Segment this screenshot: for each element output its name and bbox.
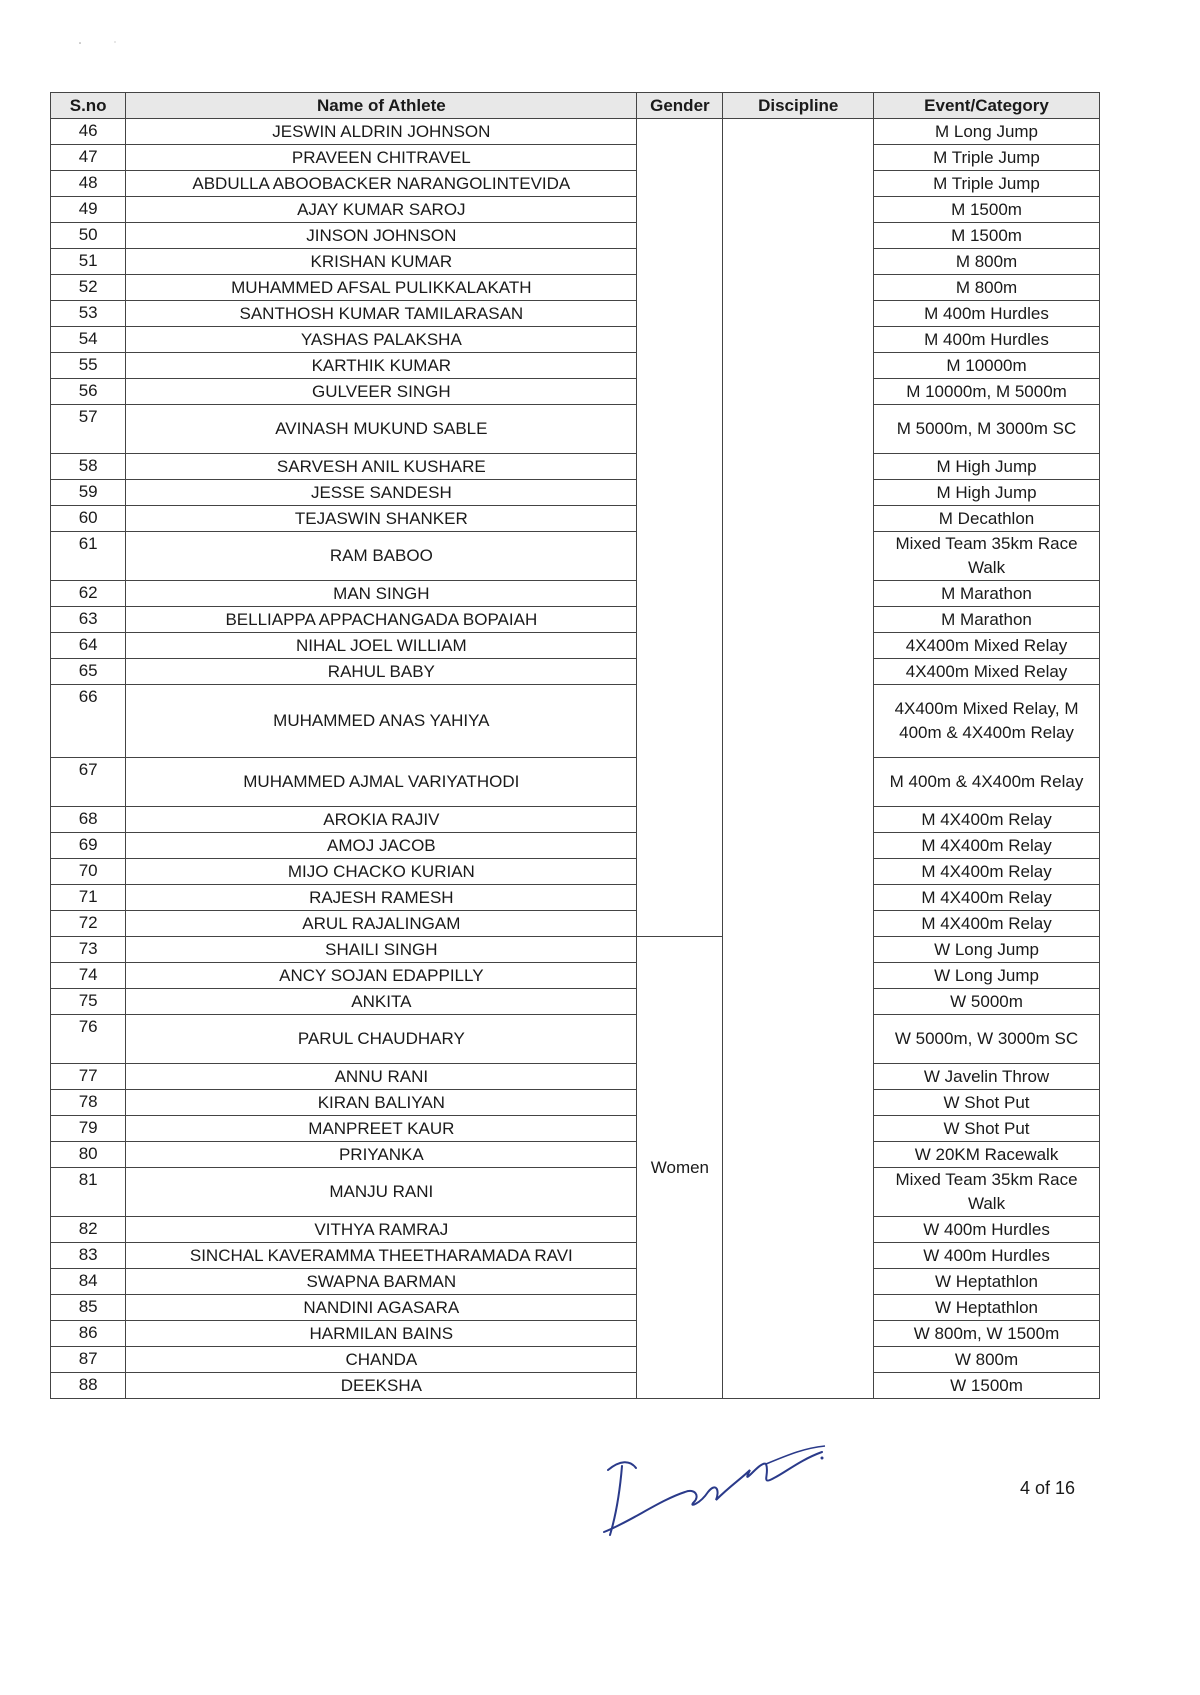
table-row: [51, 327, 1100, 353]
header-sno: S.no: [51, 93, 126, 119]
sno-cell: 83: [51, 1243, 126, 1269]
sno-cell: 52: [51, 275, 126, 301]
athlete-name-cell: KIRAN BALIYAN: [126, 1090, 637, 1116]
table-row: [51, 119, 1100, 145]
event-cell: M 400m Hurdles: [874, 301, 1100, 327]
table-row: [51, 581, 1100, 607]
athlete-name-cell: PRIYANKA: [126, 1142, 637, 1168]
athlete-name-cell: NIHAL JOEL WILLIAM: [126, 633, 637, 659]
event-cell: M Marathon: [874, 581, 1100, 607]
sno-cell: 84: [51, 1269, 126, 1295]
event-cell: M 800m: [874, 249, 1100, 275]
athlete-name-cell: RAJESH RAMESH: [126, 885, 637, 911]
sno-cell: 65: [51, 659, 126, 685]
sno-cell: 66: [51, 685, 126, 758]
sno-cell: 85: [51, 1295, 126, 1321]
header-gender: Gender: [637, 93, 723, 119]
table-row: [51, 1064, 1100, 1090]
sno-cell: 75: [51, 989, 126, 1015]
athlete-name-cell: DEEKSHA: [126, 1373, 637, 1399]
athlete-name-cell: VITHYA RAMRAJ: [126, 1217, 637, 1243]
sno-cell: 59: [51, 480, 126, 506]
table-row: [51, 1217, 1100, 1243]
sno-cell: 67: [51, 758, 126, 807]
event-cell: W Shot Put: [874, 1116, 1100, 1142]
event-cell: Mixed Team 35km Race Walk: [874, 532, 1100, 581]
sno-cell: 87: [51, 1347, 126, 1373]
athlete-name-cell: CHANDA: [126, 1347, 637, 1373]
sno-cell: 77: [51, 1064, 126, 1090]
table-row: [51, 1243, 1100, 1269]
event-cell: W 800m: [874, 1347, 1100, 1373]
event-cell: M 4X400m Relay: [874, 885, 1100, 911]
sno-cell: 73: [51, 937, 126, 963]
sno-cell: 82: [51, 1217, 126, 1243]
event-cell: M 4X400m Relay: [874, 859, 1100, 885]
event-cell: M 400m & 4X400m Relay: [874, 758, 1100, 807]
athlete-name-cell: AMOJ JACOB: [126, 833, 637, 859]
sno-cell: 53: [51, 301, 126, 327]
event-cell: M 4X400m Relay: [874, 911, 1100, 937]
table-row: [51, 171, 1100, 197]
event-cell: M Triple Jump: [874, 171, 1100, 197]
sno-cell: 79: [51, 1116, 126, 1142]
table-row: [51, 1347, 1100, 1373]
sno-cell: 57: [51, 405, 126, 454]
table-row: [51, 1168, 1100, 1217]
sno-cell: 81: [51, 1168, 126, 1217]
athlete-name-cell: ANKITA: [126, 989, 637, 1015]
sno-cell: 74: [51, 963, 126, 989]
sno-cell: 62: [51, 581, 126, 607]
sno-cell: 46: [51, 119, 126, 145]
table-header-row: [51, 93, 1100, 119]
table-row: [51, 885, 1100, 911]
table-row: [51, 1269, 1100, 1295]
event-cell: M Long Jump: [874, 119, 1100, 145]
athlete-name-cell: MANPREET KAUR: [126, 1116, 637, 1142]
table-row: [51, 633, 1100, 659]
sno-cell: 51: [51, 249, 126, 275]
athlete-name-cell: BELLIAPPA APPACHANGADA BOPAIAH: [126, 607, 637, 633]
event-cell: W 800m, W 1500m: [874, 1321, 1100, 1347]
table-row: [51, 607, 1100, 633]
sno-cell: 69: [51, 833, 126, 859]
athlete-name-cell: MUHAMMED AFSAL PULIKKALAKATH: [126, 275, 637, 301]
table-row: [51, 911, 1100, 937]
table-row: [51, 249, 1100, 275]
table-row: [51, 506, 1100, 532]
table-row: [51, 275, 1100, 301]
athlete-name-cell: MANJU RANI: [126, 1168, 637, 1217]
sno-cell: 48: [51, 171, 126, 197]
sno-cell: 78: [51, 1090, 126, 1116]
sno-cell: 86: [51, 1321, 126, 1347]
event-cell: W 400m Hurdles: [874, 1243, 1100, 1269]
event-cell: W Long Jump: [874, 963, 1100, 989]
table-row: [51, 1116, 1100, 1142]
sno-cell: 54: [51, 327, 126, 353]
athlete-name-cell: ANNU RANI: [126, 1064, 637, 1090]
table-row: [51, 353, 1100, 379]
sno-cell: 68: [51, 807, 126, 833]
athlete-name-cell: ARUL RAJALINGAM: [126, 911, 637, 937]
table-row: [51, 1295, 1100, 1321]
event-cell: W 5000m, W 3000m SC: [874, 1015, 1100, 1064]
athlete-name-cell: SHAILI SINGH: [126, 937, 637, 963]
event-cell: M 4X400m Relay: [874, 833, 1100, 859]
event-cell: W 5000m: [874, 989, 1100, 1015]
athlete-name-cell: AJAY KUMAR SAROJ: [126, 197, 637, 223]
sno-cell: 63: [51, 607, 126, 633]
table-row: [51, 197, 1100, 223]
discipline-cell: [723, 119, 874, 1399]
table-row: [51, 1015, 1100, 1064]
header-name: Name of Athlete: [126, 93, 637, 119]
athlete-name-cell: HARMILAN BAINS: [126, 1321, 637, 1347]
event-cell: W Javelin Throw: [874, 1064, 1100, 1090]
event-cell: M 400m Hurdles: [874, 327, 1100, 353]
table-row: [51, 1373, 1100, 1399]
sno-cell: 88: [51, 1373, 126, 1399]
table-row: [51, 659, 1100, 685]
sno-cell: 55: [51, 353, 126, 379]
athlete-name-cell: AROKIA RAJIV: [126, 807, 637, 833]
table-row: [51, 454, 1100, 480]
athlete-name-cell: MIJO CHACKO KURIAN: [126, 859, 637, 885]
event-cell: M High Jump: [874, 454, 1100, 480]
event-cell: 4X400m Mixed Relay: [874, 659, 1100, 685]
event-cell: W Heptathlon: [874, 1295, 1100, 1321]
event-cell: W Shot Put: [874, 1090, 1100, 1116]
table-row: [51, 963, 1100, 989]
table-row: [51, 1090, 1100, 1116]
event-cell: M Decathlon: [874, 506, 1100, 532]
table-row: [51, 301, 1100, 327]
athlete-name-cell: SWAPNA BARMAN: [126, 1269, 637, 1295]
header-discipline: Discipline: [723, 93, 874, 119]
event-cell: M 800m: [874, 275, 1100, 301]
sno-cell: 64: [51, 633, 126, 659]
event-cell: M 10000m: [874, 353, 1100, 379]
table-row: [51, 833, 1100, 859]
table-row: [51, 807, 1100, 833]
event-cell: W 1500m: [874, 1373, 1100, 1399]
event-cell: 4X400m Mixed Relay: [874, 633, 1100, 659]
athlete-name-cell: PARUL CHAUDHARY: [126, 1015, 637, 1064]
table-body: [51, 119, 1100, 1399]
athlete-name-cell: SANTHOSH KUMAR TAMILARASAN: [126, 301, 637, 327]
athlete-name-cell: AVINASH MUKUND SABLE: [126, 405, 637, 454]
athlete-name-cell: NANDINI AGASARA: [126, 1295, 637, 1321]
sno-cell: 71: [51, 885, 126, 911]
event-cell: W 400m Hurdles: [874, 1217, 1100, 1243]
athlete-name-cell: JESSE SANDESH: [126, 480, 637, 506]
table-row: [51, 145, 1100, 171]
athlete-name-cell: JINSON JOHNSON: [126, 223, 637, 249]
event-cell: M 1500m: [874, 223, 1100, 249]
sno-cell: 80: [51, 1142, 126, 1168]
table-row: [51, 223, 1100, 249]
table-row: [51, 379, 1100, 405]
table-row: [51, 685, 1100, 758]
athlete-name-cell: RAM BABOO: [126, 532, 637, 581]
gender-cell-men: [637, 119, 723, 937]
athlete-table: [50, 92, 1100, 1399]
table-row: [51, 532, 1100, 581]
sno-cell: 49: [51, 197, 126, 223]
sno-cell: 61: [51, 532, 126, 581]
gender-cell-women: Women: [637, 937, 723, 1399]
event-cell: M 4X400m Relay: [874, 807, 1100, 833]
signature: [590, 1430, 830, 1550]
table-row: [51, 405, 1100, 454]
table-row: [51, 859, 1100, 885]
event-cell: W 20KM Racewalk: [874, 1142, 1100, 1168]
athlete-name-cell: KARTHIK KUMAR: [126, 353, 637, 379]
event-cell: M High Jump: [874, 480, 1100, 506]
athlete-name-cell: KRISHAN KUMAR: [126, 249, 637, 275]
athlete-name-cell: ABDULLA ABOOBACKER NARANGOLINTEVIDA: [126, 171, 637, 197]
athlete-name-cell: SINCHAL KAVERAMMA THEETHARAMADA RAVI: [126, 1243, 637, 1269]
event-cell: W Heptathlon: [874, 1269, 1100, 1295]
table-row: [51, 480, 1100, 506]
sno-cell: 58: [51, 454, 126, 480]
athlete-name-cell: MUHAMMED AJMAL VARIYATHODI: [126, 758, 637, 807]
athlete-name-cell: JESWIN ALDRIN JOHNSON: [126, 119, 637, 145]
athlete-name-cell: MAN SINGH: [126, 581, 637, 607]
table-row: [51, 989, 1100, 1015]
table-row: [51, 1321, 1100, 1347]
sno-cell: 56: [51, 379, 126, 405]
athlete-name-cell: YASHAS PALAKSHA: [126, 327, 637, 353]
event-cell: 4X400m Mixed Relay, M 400m & 4X400m Relay: [874, 685, 1100, 758]
page-number: 4 of 16: [1020, 1478, 1076, 1498]
athlete-name-cell: RAHUL BABY: [126, 659, 637, 685]
table-row: [51, 1142, 1100, 1168]
event-cell: M 10000m, M 5000m: [874, 379, 1100, 405]
table-row: [51, 758, 1100, 807]
athlete-name-cell: TEJASWIN SHANKER: [126, 506, 637, 532]
athlete-name-cell: ANCY SOJAN EDAPPILLY: [126, 963, 637, 989]
sno-cell: 72: [51, 911, 126, 937]
event-cell: Mixed Team 35km Race Walk: [874, 1168, 1100, 1217]
table-row: [51, 937, 1100, 963]
athlete-name-cell: GULVEER SINGH: [126, 379, 637, 405]
athlete-name-cell: SARVESH ANIL KUSHARE: [126, 454, 637, 480]
header-event: Event/Category: [874, 93, 1100, 119]
sno-cell: 50: [51, 223, 126, 249]
event-cell: M Triple Jump: [874, 145, 1100, 171]
sno-cell: 76: [51, 1015, 126, 1064]
event-cell: M 5000m, M 3000m SC: [874, 405, 1100, 454]
scan-artifact: [70, 38, 150, 48]
event-cell: W Long Jump: [874, 937, 1100, 963]
event-cell: M 1500m: [874, 197, 1100, 223]
sno-cell: 47: [51, 145, 126, 171]
event-cell: M Marathon: [874, 607, 1100, 633]
athlete-name-cell: MUHAMMED ANAS YAHIYA: [126, 685, 637, 758]
athlete-name-cell: PRAVEEN CHITRAVEL: [126, 145, 637, 171]
sno-cell: 70: [51, 859, 126, 885]
sno-cell: 60: [51, 506, 126, 532]
